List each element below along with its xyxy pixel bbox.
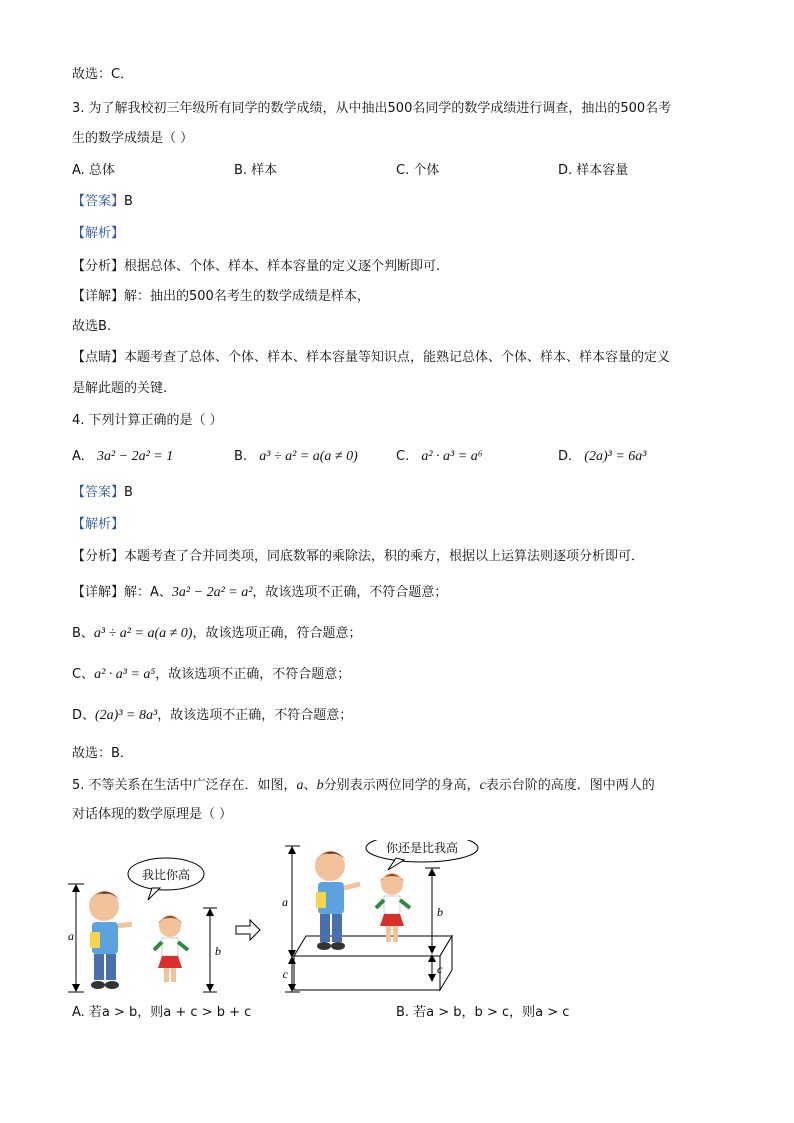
q4-detail-b-math: a³ ÷ a² = a(a ≠ 0) [93,626,193,641]
q4-analysis-tag: 【解析】 [72,517,125,532]
q3-detail-text: 解：抽出的500名考生的数学成绩是样本， [124,289,370,304]
q4-answer-value: B [124,485,133,500]
q4-detail-d-math: (2a)³ = 8a³ [95,708,158,723]
q4-option-b: B. a³ ÷ a² = a(a ≠ 0) [234,449,358,464]
q4-detail-c: C、a² · a³ = a⁵，故该选项不正确，不符合题意； [72,667,351,682]
right-scene [282,840,478,992]
q4-option-b-math: a³ ÷ a² = a(a ≠ 0) [259,449,358,464]
q3-option-c: C. 个体 [396,163,440,178]
q4-option-d-math: (2a)³ = 6a³ [584,449,647,464]
q4-fenxi-tag: 【分析】 [72,549,125,564]
label-a-right: a [282,895,288,909]
label-b-left: b [215,944,221,958]
q3-stem-line1: 3. 为了解我校初三年级所有同学的数学成绩，从中抽出500名同学的数学成绩进行调查，抽出的500名考 [72,101,672,116]
q4-detail-a-math: 3a² − 2a² = a² [171,585,253,600]
q3-comment-tag: 【点睛】 [72,350,125,365]
q4-conclusion: 故选：B． [72,746,133,761]
height-comparison-figure [60,840,480,1010]
q4-stem: 4. 下列计算正确的是（ ） [72,413,223,428]
q3-detail [72,288,370,306]
q3-conclusion: 故选B. [72,319,112,334]
q5-stem-line1: 5. 不等关系在生活中广泛存在．如图，a、b分别表示两位同学的身高，c表示台阶的高度．图中两人的 [72,778,655,793]
q3-analysis-tag: 【解析】 [72,226,125,241]
q3-comment-text1: 本题考查了总体、个体、样本、样本容量等知识点，能熟记总体、个体、样本、样本容量的定义 [124,350,671,365]
q3-fenxi [72,258,440,276]
girl-right [376,873,410,942]
q4-detail-b: B、a³ ÷ a² = a(a ≠ 0)，故该选项正确，符合题意； [72,626,362,641]
boy-left [89,891,132,989]
label-c-right: c [437,962,443,976]
boy-right [315,851,360,950]
q3-option-b: B. 样本 [234,163,278,178]
q4-option-d: D. (2a)³ = 6a³ [558,449,647,464]
girl-left [154,915,188,982]
q4-option-a: A. 3a² − 2a² = 1 [72,449,174,464]
q3-answer-value: B [124,194,133,209]
q3-answer [72,193,133,211]
q3-comment [72,349,670,367]
arrow-icon [236,920,260,940]
q3-option-a: A. 总体 [72,163,115,178]
q3-option-d: D. 样本容量 [558,163,629,178]
q4-detail-d: D、(2a)³ = 8a³，故该选项不正确，不符合题意； [72,708,353,723]
bubble-left-text: 我比你高 [141,868,191,882]
q5-option-a: A. 若a > b，则a + c > b + c [72,1005,252,1020]
q3-comment-line2: 是解此题的关键. [72,381,168,396]
q4-fenxi [72,548,644,566]
label-c-right-left: c [282,967,288,981]
bubble-right-text: 你还是比我高 [385,841,459,855]
q4-answer-tag: 【答案】 [72,485,125,500]
q4-option-c: C. a² · a³ = a⁶ [396,449,483,464]
q5-stem-line2: 对话体现的数学原理是（ ） [72,807,233,822]
q4-detail-c-math: a² · a³ = a⁵ [94,667,156,682]
label-b-right: b [437,905,443,919]
q3-stem-line2: 生的数学成绩是（ ） [72,131,194,146]
q3-detail-tag: 【详解】 [72,289,125,304]
q3-answer-tag: 【答案】 [72,194,125,209]
q4-detail-a: 【详解】解：A、3a² − 2a² = a²，故该选项不正确，不符合题意； [72,585,448,600]
q3-fenxi-tag: 【分析】 [72,259,125,274]
previous-answer-line: 故选：C． [72,67,134,82]
q4-answer [72,484,133,502]
q3-fenxi-text: 根据总体、个体、样本、样本容量的定义逐个判断即可. [124,259,441,274]
q4-option-c-math: a² · a³ = a⁶ [421,449,483,464]
label-a-left: a [68,929,74,943]
q4-fenxi-text: 本题考查了合并同类项，同底数幂的乘除法，积的乘方，根据以上运算法则逐项分析即可． [124,549,645,564]
left-scene [68,858,221,992]
q5-option-b: B. 若a > b，b > c，则a > c [396,1005,570,1020]
q4-option-a-math: 3a² − 2a² = 1 [96,449,174,464]
